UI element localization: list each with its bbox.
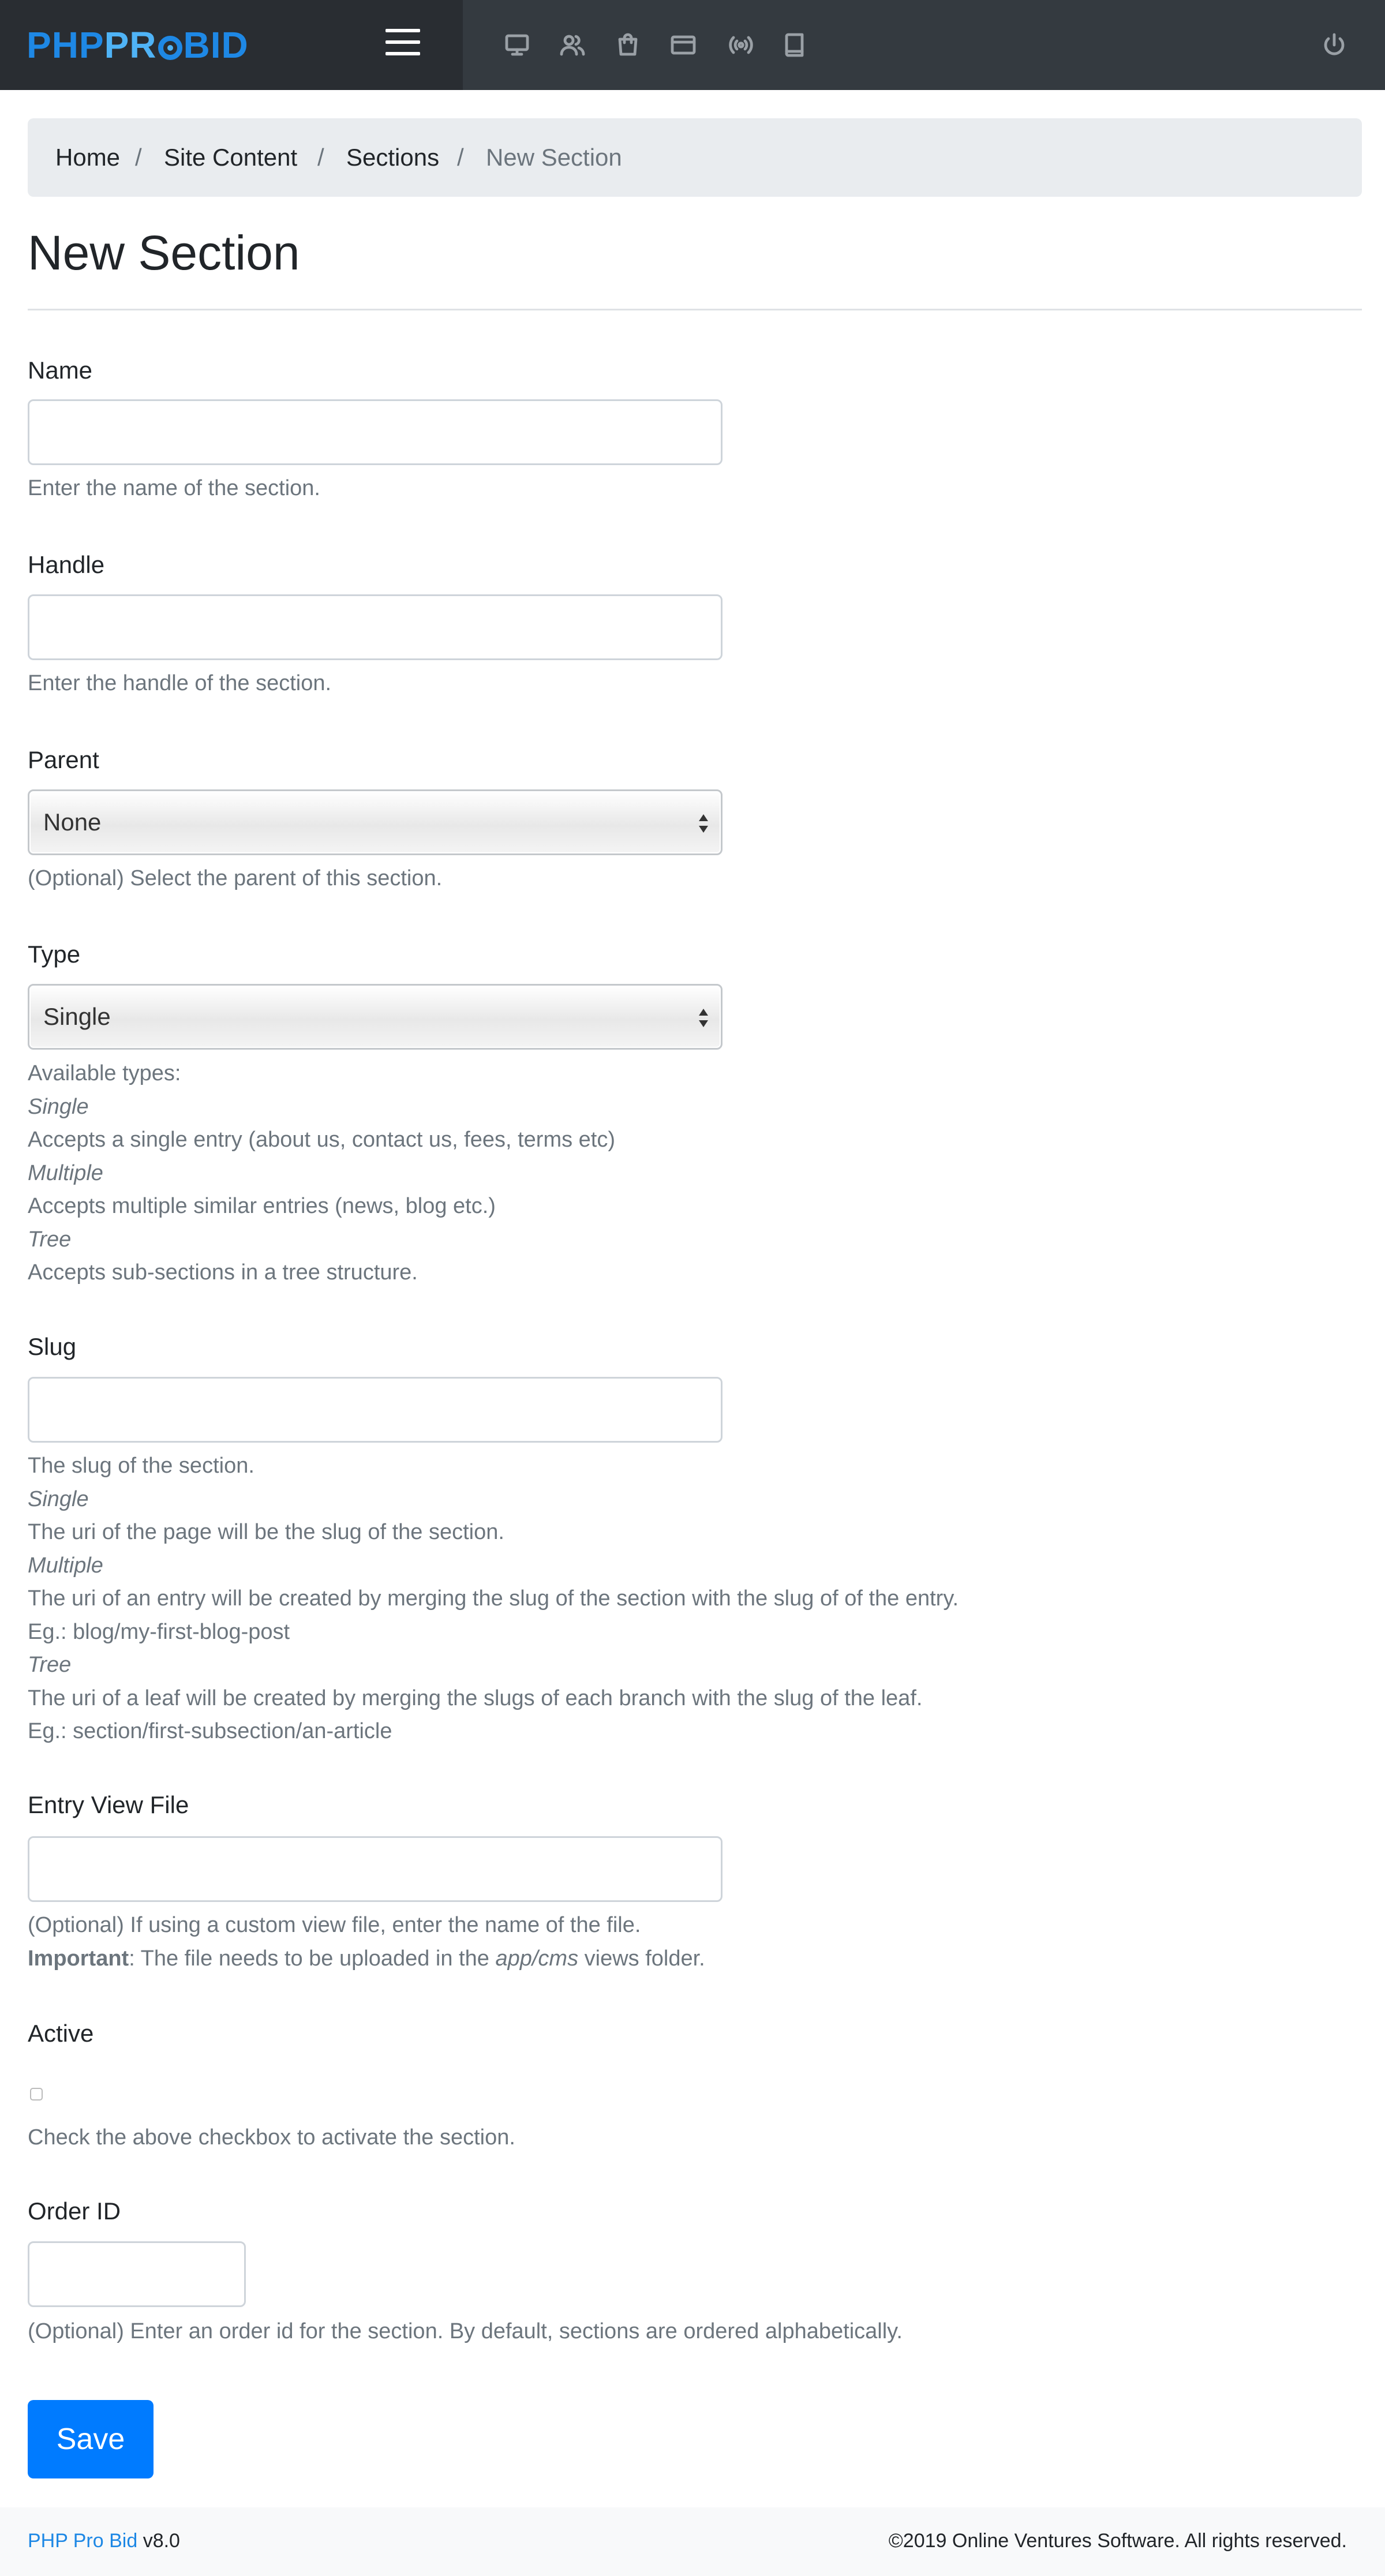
slug-help-multiple-title: Multiple	[28, 1553, 103, 1578]
breadcrumb-separator: /	[457, 144, 464, 171]
type-help-tree-title: Tree	[28, 1227, 72, 1252]
type-help-multiple-desc: Accepts multiple similar entries (news, blog etc.)	[28, 1194, 496, 1218]
breadcrumb-separator: /	[317, 144, 324, 171]
breadcrumb	[28, 118, 1362, 197]
slug-help-single-title: Single	[28, 1487, 89, 1511]
footer-brand-link[interactable]: PHP Pro Bid	[28, 2530, 138, 2552]
type-select[interactable]	[28, 984, 723, 1050]
entry-view-file-help-text-end: views folder.	[578, 1946, 705, 1971]
menu-toggle-icon[interactable]	[385, 29, 420, 55]
active-help: Check the above checkbox to activate the section.	[28, 2125, 515, 2150]
type-help-single-desc: Accepts a single entry (about us, contact us, fees, terms etc)	[28, 1128, 616, 1152]
breadcrumb-sections[interactable]: Sections	[346, 144, 440, 171]
shopping-bag-icon[interactable]	[614, 31, 642, 59]
slug-help	[28, 1450, 959, 1748]
broadcast-icon[interactable]	[727, 31, 755, 59]
entry-view-file-help	[28, 1909, 705, 1975]
slug-help-multiple-example: Eg.: blog/my-first-blog-post	[28, 1619, 290, 1644]
entry-view-file-help-text: : The file needs to be uploaded in the	[129, 1946, 496, 1971]
footer-left	[28, 2529, 180, 2552]
type-help-multiple-title: Multiple	[28, 1160, 103, 1185]
type-help	[28, 1057, 615, 1290]
breadcrumb-home[interactable]: Home	[55, 144, 121, 171]
breadcrumb-site-content[interactable]: Site Content	[164, 144, 298, 171]
type-select-value: Single	[43, 1003, 111, 1030]
active-checkbox[interactable]	[30, 2088, 43, 2101]
entry-view-file-help-important: Important	[28, 1946, 129, 1971]
handle-label: Handle	[28, 551, 105, 578]
entry-view-file-input[interactable]	[28, 1836, 723, 1902]
slug-input[interactable]	[28, 1377, 723, 1443]
book-icon[interactable]	[781, 31, 809, 59]
top-navbar	[0, 0, 1385, 90]
entry-view-file-label: Entry View File	[28, 1791, 189, 1818]
order-id-label: Order ID	[28, 2197, 121, 2225]
footer-copyright: ©2019 Online Ventures Software. All rights reserved.	[888, 2530, 1347, 2552]
breadcrumb-separator: /	[135, 144, 142, 171]
type-help-tree-desc: Accepts sub-sections in a tree structure.	[28, 1260, 418, 1285]
select-arrows-icon	[698, 1006, 709, 1029]
name-label: Name	[28, 357, 93, 384]
logo-text-php: PHP	[27, 24, 104, 66]
slug-help-single-desc: The uri of the page will be the slug of the section.	[28, 1520, 504, 1544]
slug-help-tree-desc: The uri of a leaf will be created by merging the slugs of each branch with the slug of the leaf.	[28, 1686, 923, 1710]
desktop-icon[interactable]	[503, 31, 531, 59]
handle-help: Enter the handle of the section.	[28, 671, 332, 695]
slug-help-intro: The slug of the section.	[28, 1454, 254, 1478]
users-icon[interactable]	[559, 31, 586, 59]
entry-view-file-help-path: app/cms	[495, 1946, 579, 1971]
type-help-single-title: Single	[28, 1094, 89, 1119]
entry-view-file-help-line1: (Optional) If using a custom view file, enter the name of the file.	[28, 1913, 641, 1937]
power-icon[interactable]	[1320, 31, 1348, 59]
parent-help: (Optional) Select the parent of this section.	[28, 866, 443, 890]
footer-version: v8.0	[137, 2530, 180, 2552]
parent-label: Parent	[28, 746, 99, 773]
page-title: New Section	[28, 226, 300, 280]
slug-help-multiple-desc: The uri of an entry will be created by merging the slug of the section with the slug of of the entry.	[28, 1586, 959, 1611]
slug-label: Slug	[28, 1333, 77, 1360]
footer	[0, 2507, 1385, 2576]
slug-help-tree-example: Eg.: section/first-subsection/an-article	[28, 1719, 392, 1743]
order-id-input[interactable]	[28, 2241, 246, 2307]
logo[interactable]	[27, 24, 249, 66]
divider	[28, 309, 1362, 310]
select-arrows-icon	[698, 812, 709, 835]
order-id-help: (Optional) Enter an order id for the section. By default, sections are ordered alphabetically.	[28, 2319, 903, 2343]
brand-area	[0, 0, 463, 90]
handle-input[interactable]	[28, 594, 723, 660]
slug-help-tree-title: Tree	[28, 1653, 72, 1677]
type-label: Type	[28, 941, 81, 968]
type-help-intro: Available types:	[28, 1061, 181, 1085]
save-button[interactable]: Save	[28, 2400, 154, 2478]
active-label: Active	[28, 2020, 94, 2047]
logo-text-bid: BID	[183, 24, 249, 66]
parent-select[interactable]	[28, 789, 723, 855]
logo-o-icon	[158, 36, 182, 60]
logo-text-pr: PR	[104, 24, 157, 66]
breadcrumb-current: New Section	[486, 144, 622, 171]
credit-card-icon[interactable]	[669, 31, 697, 59]
name-input[interactable]	[28, 399, 723, 465]
name-help: Enter the name of the section.	[28, 476, 320, 500]
parent-select-value: None	[43, 808, 102, 836]
